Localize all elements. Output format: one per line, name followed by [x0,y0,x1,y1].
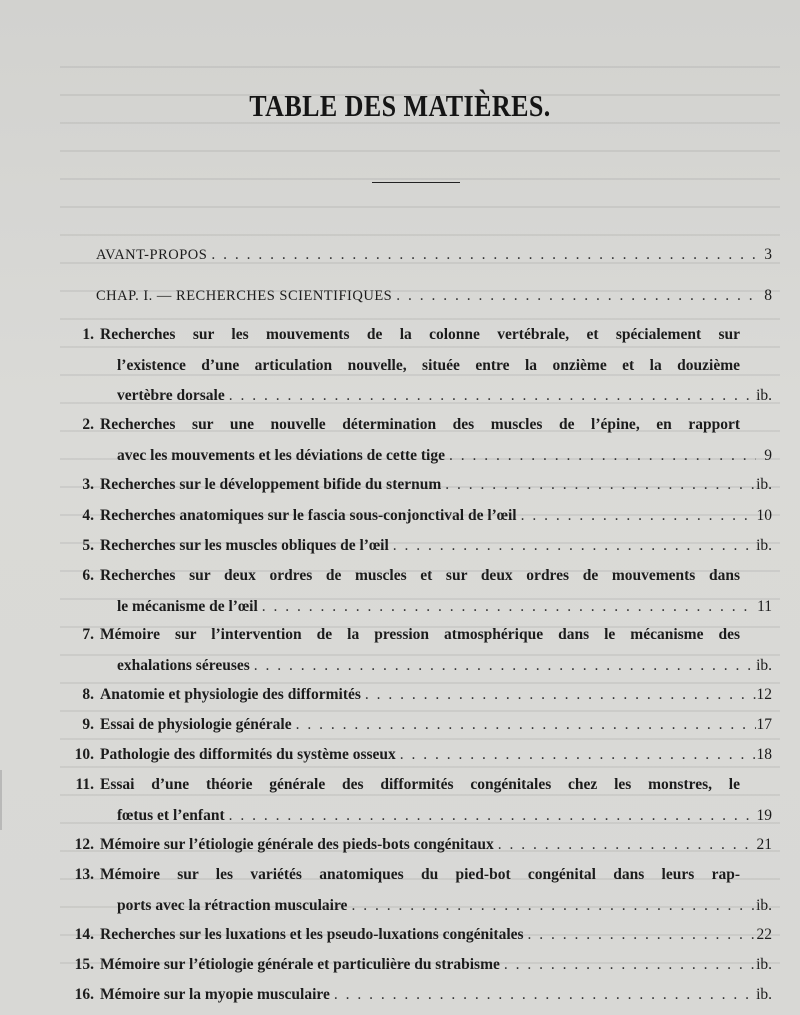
toc-number: 11. [75,776,94,793]
toc-label: fœtus et l’enfant [117,806,225,824]
toc-label: Mémoire sur l’étiologie générale et particulière du strabisme [100,956,500,973]
page-title: TABLE DES MATIÈRES. [249,88,551,123]
toc-number: 5. [82,537,94,554]
toc-last-line [100,740,760,771]
toc-text-line: Recherches sur les mouvements de la colonne vertébrale, et spécialement sur [100,326,740,343]
toc-page: 19 [756,806,772,824]
toc-line [0,740,800,771]
toc-last-line [100,531,760,562]
leader-dots [229,801,756,832]
leader-dots [229,381,756,412]
toc-label: Essai de physiologie générale [100,716,292,733]
toc-entry [0,410,800,471]
toc-entry [0,470,800,501]
toc-entry [0,501,800,532]
toc-line [0,531,800,562]
toc-line [0,830,800,861]
toc-last-line [100,830,760,861]
toc-line [0,561,800,592]
toc-label: Anatomie et physiologie des difformités [100,686,361,703]
toc-page: ib. [756,896,772,914]
toc-label: Recherches sur le développement bifide du sternum [100,476,442,493]
toc-line [0,801,800,832]
toc-label: avec les mouvements et les déviations de cette tige [117,446,445,464]
toc-line [0,710,800,741]
toc-label: Pathologie des difformités du système osseux [100,746,396,763]
toc-line [0,891,800,922]
toc-text-line: Essai d’une théorie générale des difformités congénitales chez les monstres, le [100,776,740,793]
toc-entry [0,740,800,771]
toc-label: le mécanisme de l’œil [117,597,258,615]
toc-last-line [100,680,760,711]
toc-line [0,950,800,981]
leader-dots [521,501,756,532]
leader-dots [445,470,756,501]
leader-dots [296,710,756,741]
toc-line [0,351,800,382]
toc-entry [0,830,800,861]
toc-last-line [100,501,760,532]
toc-last-line [117,801,760,832]
toc-page: ib. [756,656,772,674]
toc-line [0,680,800,711]
leader-dots [528,920,756,951]
toc-line [0,410,800,441]
toc-last-line [117,381,760,412]
toc-entry [0,980,800,1011]
toc-page: 8 [764,287,772,304]
toc-front-avant-propos [0,240,800,271]
toc-page: 3 [764,246,772,263]
toc-number: 7. [82,626,94,643]
toc-last-line [117,891,760,922]
toc-text-line: Mémoire sur l’intervention de la pression atmosphérique dans le mécanisme des [100,626,740,643]
toc-label: Recherches sur les luxations et les pseudo-luxations congénitales [100,926,524,943]
toc-number: 9. [82,716,94,733]
toc-label: Mémoire sur l’étiologie générale des pieds-bots congénitaux [100,836,494,853]
toc-entry [0,920,800,951]
toc-line [0,381,800,412]
leader-dots [365,680,756,711]
toc-last-line [100,920,760,951]
toc-front-chap-1 [0,281,800,312]
title-rule [372,182,460,183]
toc-number: 16. [74,986,94,1003]
toc-page: 17 [756,716,772,733]
toc-label: vertèbre dorsale [117,387,225,404]
toc-label: exhalations séreuses [117,656,250,674]
toc-number: 2. [82,416,94,433]
toc-page: ib. [756,537,772,554]
toc-line [0,770,800,801]
toc-text-line: l’existence d’une articulation nouvelle, située entre la onzième et la douzième [117,356,740,374]
toc-line [0,501,800,532]
toc-number: 3. [82,476,94,493]
leader-dots [400,740,756,771]
toc-label: ports avec la rétraction musculaire [117,896,348,914]
toc-last-line [100,710,760,741]
toc-line [0,980,800,1011]
toc-number: 1. [82,326,94,343]
leader-dots [351,891,756,922]
toc-entry [0,710,800,741]
toc-page: ib. [756,956,772,973]
toc-line [0,920,800,951]
toc-entry [0,950,800,981]
toc-number: 6. [82,567,94,584]
leader-dots [334,980,756,1011]
toc-number: 8. [82,686,94,703]
toc-last-line [117,592,760,623]
toc-number: 13. [74,866,94,883]
toc-number: 14. [74,926,94,943]
toc-page: 18 [756,746,772,763]
toc-text-line: Recherches sur une nouvelle détermination des muscles de l’épine, en rapport [100,416,740,433]
toc-last-line [100,950,760,981]
toc-last-line [100,470,760,501]
toc-last-line [117,651,760,682]
toc-page: 10 [756,507,772,524]
leader-dots [396,281,756,312]
toc-page: 9 [764,446,772,464]
toc-number: 12. [74,836,94,853]
toc-number: 10. [74,746,94,763]
toc-line [0,860,800,891]
leader-dots [449,441,756,472]
toc-entry [0,770,800,831]
toc-page: 22 [756,926,772,943]
toc-entry [0,320,800,412]
toc-label: CHAP. I. — RECHERCHES SCIENTIFIQUES [96,288,393,304]
toc-page: 11 [757,597,772,615]
toc-number: 4. [82,507,94,524]
toc-text-line: Mémoire sur les variétés anatomiques du pied-bot congénital dans leurs rap- [100,866,740,883]
leader-dots [262,592,756,623]
toc-label: Mémoire sur la myopie musculaire [100,986,330,1003]
leader-dots [393,531,756,562]
leader-dots [498,830,756,861]
toc-line [0,320,800,351]
toc-last-line [117,441,760,472]
toc-label: Recherches sur les muscles obliques de l’œil [100,537,389,554]
toc-entry [0,860,800,921]
toc-page: ib. [756,986,772,1003]
leader-dots [211,240,756,271]
leader-dots [254,651,756,682]
toc-page: 21 [756,836,772,853]
toc-page: 12 [756,686,772,703]
toc-entry [0,531,800,562]
toc-label: Recherches anatomiques sur le fascia sous-conjonctival de l’œil [100,507,517,524]
toc-text-line: Recherches sur deux ordres de muscles et sur deux ordres de mouvements dans [100,567,740,584]
toc-line [0,592,800,623]
toc-label: AVANT-PROPOS [96,247,208,263]
toc-entry [0,561,800,622]
toc-line [0,620,800,651]
toc-line [0,470,800,501]
toc-last-line [100,980,760,1011]
toc-entry [0,620,800,681]
toc-entry [0,680,800,711]
toc-page: ib. [756,476,772,493]
toc-line [0,441,800,472]
leader-dots [504,950,756,981]
toc-page: ib. [756,387,772,404]
toc-line [0,651,800,682]
toc-number: 15. [74,956,94,973]
